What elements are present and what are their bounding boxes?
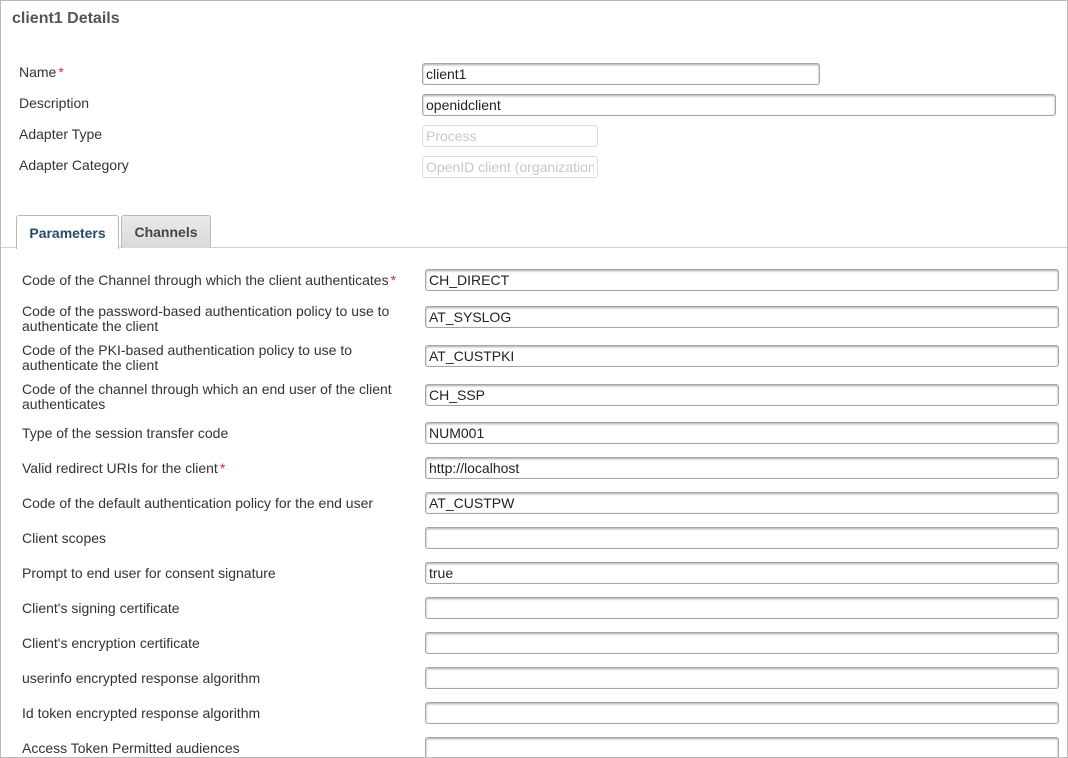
required-marker: * [219,460,226,476]
adapter-category-label [19,157,129,173]
label-text: Name [19,64,57,80]
page-title: client1 Details [12,10,120,27]
param-label [22,566,412,581]
param-field[interactable] [425,737,1059,758]
label-text: Code of the PKI-based authentication policy to use to authenticate the client [22,342,352,373]
label-text: Prompt to end user for consent signature [22,565,276,581]
name-label [19,64,64,80]
param-label [22,304,412,334]
label-text: Description [19,95,90,111]
param-label [22,382,412,412]
param-label [22,741,412,756]
name-field[interactable] [422,63,820,85]
label-text: Code of the password-based authentication policy to use to authenticate the client [22,303,390,334]
param-field[interactable] [425,422,1059,444]
param-label [22,343,412,373]
required-marker: * [58,64,64,80]
param-label [22,461,412,476]
param-field[interactable] [425,667,1059,689]
label-text: Code of the channel through which an end user of the client authenticates [22,381,392,412]
label-text: Client's encryption certificate [22,635,200,651]
tab-channels[interactable]: Channels [121,215,211,248]
param-field[interactable] [425,457,1059,479]
param-field[interactable] [425,702,1059,724]
param-label [22,706,412,721]
param-label [22,273,412,288]
param-field[interactable] [425,492,1059,514]
param-field[interactable] [425,632,1059,654]
label-text: Client scopes [22,530,107,546]
param-label [22,636,412,651]
label-text: userinfo encrypted response algorithm [22,670,261,686]
description-field[interactable] [422,94,1056,116]
param-label [22,496,412,511]
label-text: Code of the default authentication policy for the end user [22,495,374,511]
label-text: Client's signing certificate [22,600,180,616]
param-field[interactable] [425,527,1059,549]
label-text: Valid redirect URIs for the client [22,460,218,476]
label-text: Type of the session transfer code [22,425,229,441]
adapter-category-field [422,156,598,178]
tab-parameters[interactable]: Parameters [16,215,119,249]
param-field[interactable] [425,345,1059,367]
param-field[interactable] [425,306,1059,328]
param-label [22,601,412,616]
label-text: Code of the Channel through which the client authenticates [22,272,389,288]
label-text: Adapter Type [19,126,103,142]
param-label [22,531,412,546]
param-field[interactable] [425,269,1059,291]
param-field[interactable] [425,597,1059,619]
description-label [19,95,89,111]
label-text: Access Token Permitted audiences [22,740,240,756]
adapter-type-field [422,125,598,147]
param-label [22,671,412,686]
label-text: Adapter Category [19,157,129,173]
param-field[interactable] [425,562,1059,584]
required-marker: * [390,272,397,288]
label-text: Id token encrypted response algorithm [22,705,261,721]
param-field[interactable] [425,384,1059,406]
param-label [22,426,412,441]
adapter-type-label [19,126,102,142]
